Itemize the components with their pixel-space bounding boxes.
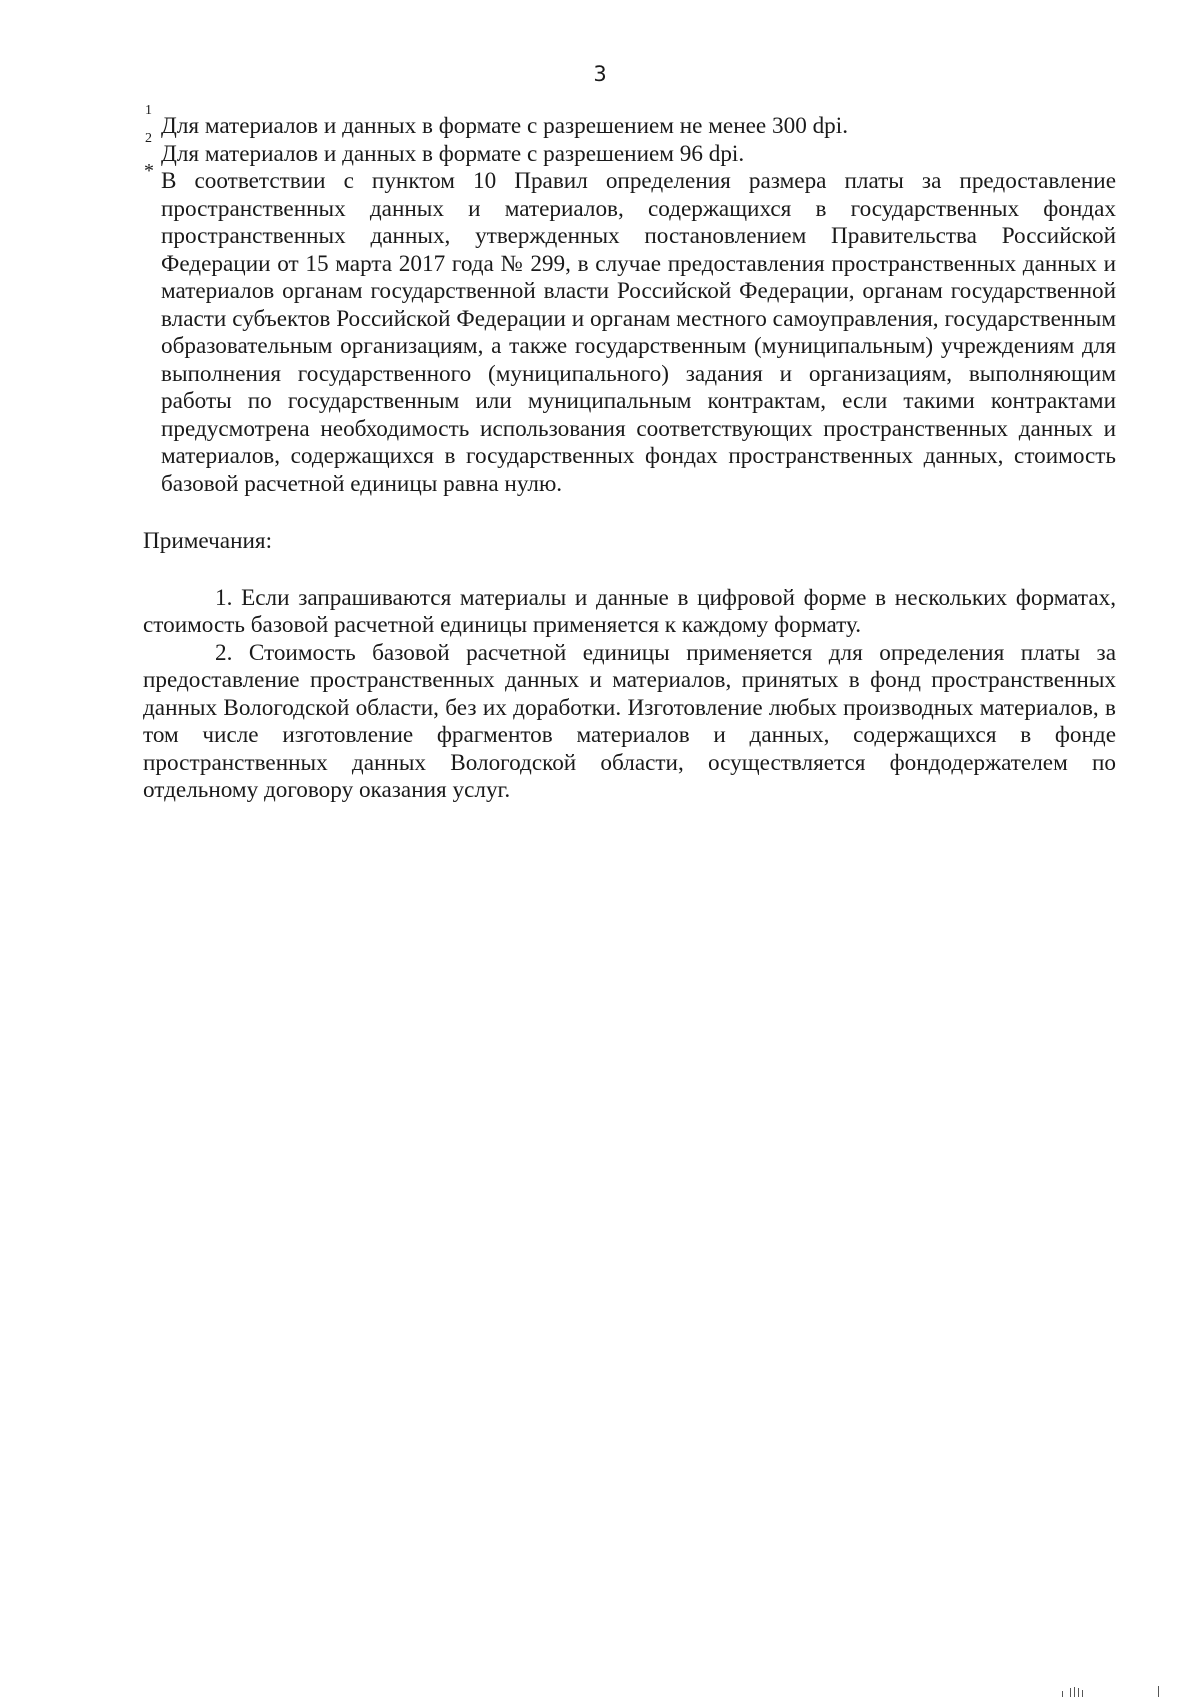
footnote-2 [143, 130, 1116, 169]
footnote-text: Для материалов и данных в формате с разрешением 96 dpi. [161, 140, 745, 167]
note-item-2: 2. Стоимость базовой расчетной единицы применяется для определения платы за предоставление пространственных данных и материалов, принятых в фонд пространственных данных Вологодской области, без их доработки. Изготовление любых производных материалов, в том числе изготовление фрагментов материалов и данных, содержащихся в фонде пространственных данных Вологодской области, осуществляется фондодержателем по отдельному договору оказания услуг. [143, 639, 1116, 803]
footnote-mark: 1 [145, 103, 152, 118]
scan-edge-marks [1060, 1682, 1180, 1697]
footnote-mark: 2 [145, 130, 152, 146]
footnote-text: Для материалов и данных в формате с разрешением не менее 300 dpi. [161, 113, 849, 139]
page-number: 3 [593, 62, 607, 86]
document-body [143, 103, 1116, 805]
footnote-asterisk [143, 160, 1116, 498]
notes-heading: Примечания: [143, 528, 273, 554]
note-item-1: 1. Если запрашиваются материалы и данные в цифровой форме в нескольких форматах, стоимость базовой расчетной единицы применяется к каждому формату. [143, 584, 1116, 638]
footnote-mark: * [144, 160, 154, 182]
footnote-text: В соответствии с пунктом 10 Правил определения размера платы за предоставление пространственных данных и материалов, содержащихся в государственных фондах пространственных данных, утвержденных постановлением Правительства Российской Федерации от 15 марта 2017 года № 299, в случае предоставления пространственных данных и материалов органам государственной власти Российской Федерации, органам государственной власти субъектов Российской Федерации и органам местного самоуправления, государственным образовательным организациям, а также государственным (муниципальным) учреждениям для выполнения государственного (муниципального) задания и организациям, выполняющим работы по государственным или муниципальным контрактам, если такими контрактами предусмотрена необходимость использования соответствующих пространственных данных и материалов, содержащихся в государственных фондах пространственных данных, стоимость базовой расчетной единицы равна нулю. [161, 168, 1116, 497]
footnote-1 [143, 103, 1116, 141]
